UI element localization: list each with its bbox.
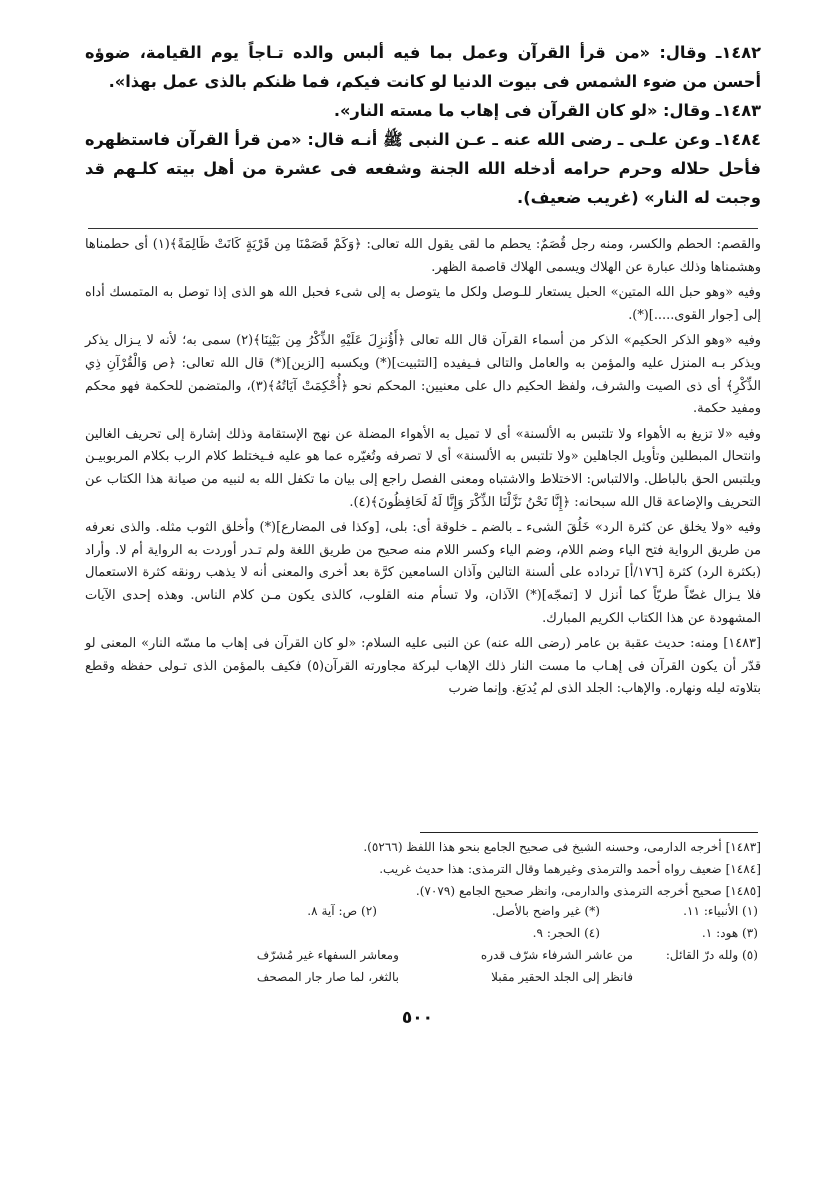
poem-verse-2-first: فانظر إلى الجلد الحقير مقبلا [491,970,633,984]
footnote-2: (٢) ص: آية ٨. [307,904,377,918]
poem-verse-1-first: من عاشر الشرفاء شرّف قدره [480,948,633,962]
commentary-paragraph: [١٤٨٣] ومنه: حديث عقبة بن عامر (رضى الله عنه) عن النبى عليه السلام: «لو كان القرآن فى إهاب ما مسّه النار» المعنى لو قدّر أن يكون القرآن فى إهـاب ما مست النار ذلك الإهاب لبركة مجاورته القرآن(٥) فكيف بالمؤمن الذى تـولى حفظه وقطع بتلاوته ليله ونهاره. والإهاب: الجلد الذى لم يُدبَغ. وإنما ضرب [85,636,761,697]
footnote-divider [420,832,758,833]
takhrij-note: [١٤٨٥] صحيح أخرجه الترمذى والدارمى، وانظر صحيح الجامع (٧٠٧٩). [415,884,761,898]
poem-verse-1-second: ومعاشر السفهاء غير مُشرّف [256,948,399,962]
takhrij-notes [85,836,761,902]
poem-verse-2-second: بالثغر، لما صار جار المصحف [256,970,399,984]
takhrij-note: [١٤٨٤] ضعيف رواه أحمد والترمذى وغيرهما وقال الترمذى: هذا حديث غريب. [379,862,761,876]
commentary-paragraph: وفيه «ولا يخلق عن كثرة الرد» خَلُقَ الشىء ـ بالضم ـ خلوقة أى: بلى، [وكذا فى المضارع](*) وأخلق الثوب مثله. والذى نعرفه من طريق الرواية فتح الياء وضم اللام، وضم الياء وكسر اللام منه صحيح من طريق اللغة ولم تـدر أوردت به الرواية أم لا. وأراد (بكثرة الرد) كثرة [١٧٦/أ] ترداده على ألسنة التالين وآذان السامعين كرَّة بعد أخرى والمعنى أنه لا يذهب رونقه كثرة الاستعمال فلا يـزال غضّاً طريّاً كما أنزل لا [تمجّه](*) الآذان، ولا تسأم منه القلوب، كالذى يكون مـن كلام الناس. وهذه إحدى الآيات المشهودة عن هذا الكتاب الكريم المبارك. [85,520,761,626]
hadith-1483: ١٤٨٣ـ وقال: «لو كان القرآن فى إهاب ما مسته النار». [333,101,761,120]
commentary-paragraph: والقصم: الحطم والكسر، ومنه رجل قُصَمٌ: يحطم ما لقى يقول الله تعالى: ﴿وَكَمْ قَصَمْنَا مِن قَرْيَةٍ كَانَتْ ظَالِمَةً﴾(١) أى حطمناها وهشمناها وذلك عبارة عن الهلاك ويسمى الهلاك قاصمة الظهر. [85,237,761,275]
footnote-1: (١) الأنبياء: ١١. [683,904,758,918]
takhrij-note: [١٤٨٣] أخرجه الدارمى، وحسنه الشيخ فى صحيح الجامع بنحو هذا اللفظ (٥٢٦٦). [363,840,761,854]
section-divider [88,228,758,229]
commentary-section [85,234,761,704]
footnote-3: (٣) هود: ١. [701,926,758,940]
commentary-paragraph: وفيه «وهو الذكر الحكيم» الذكر من أسماء القرآن قال الله تعالى ﴿أَؤُنزِلَ عَلَيْهِ الذِّكْرُ مِن بَيْنِنَا﴾(٢) سمى به؛ لأنه لا يـزال يذكر ويذكر بـه المنزل عليه والمؤمن به والعامل والتالى فـيفيده [التثبيت](*) ويكسبه [الزين](*) قال الله تعالى: ﴿ص وَالْقُرْآنِ ذِي الذِّكْرِ﴾ أى ذى الصيت والشرف، ولفظ الحكيم دال على معنيين: المحكم نحو ﴿أُحْكِمَتْ آيَاتُهُ﴾(٣)، والمتضمن للحكمة فهو محكم ومفيد حكمة. [85,333,761,417]
hadith-1484: ١٤٨٤ـ وعن علـى ـ رضى الله عنه ـ عـن النبى ﷺ أنـه قال: «من قرأ القرآن فاستظهره فأحل حلاله وحرم حرامه أدخله الله الجنة وشفعه فى عشرة من أهل بيته كلـهم قد وجبت له النار» (غريب ضعيف). [85,130,761,207]
hadith-1482: ١٤٨٢ـ وقال: «من قرأ القرآن وعمل بما فيه ألبس والده تـاجاً يوم القيامة، ضوؤه أحسن من ضوء الشمس فى بيوت الدنيا لو كانت فيكم، فما ظنكم بالذى عمل بهذا». [85,43,761,91]
commentary-paragraph: وفيه «وهو حبل الله المتين» الحبل يستعار للـوصل ولكل ما يتوصل به إلى شىء فحبل الله هو الذى إذا توصل به المتمسك أداه إلى [جوار القوى.....](*). [85,285,761,323]
hadith-section [85,38,761,212]
footnote-star: (*) غير واضح بالأصل. [491,904,600,918]
footnote-5-intro: (٥) ولله درّ القائل: [665,948,758,962]
footnote-4: (٤) الحجر: ٩. [532,926,600,940]
commentary-paragraph: وفيه «لا تزيغ به الأهواء ولا تلتبس به الألسنة» أى لا تميل به الأهواء المضلة عن نهج الإستقامة وذلك إشارة إلى تحريف الغالين وانتحال المبطلين وتأويل الجاهلين «ولا تلتبس به الألسنة» أى لا تصرفه وتُغيّره عما هو عليه فـيختلط كلام الرب بكلام المربوبيـن ويلتبس الحق بالباطل. والالتباس: الاختلاط والاشتباه ومعنى الفصل راجع إلى بيان ما تكفل الله به لنبيه من صيانة هذا الكتاب عن التحريف والإضاعة قال الله سبحانه: ﴿إِنَّا نَحْنُ نَزَّلْنَا الذِّكْرَ وَإِنَّا لَهُ لَحَافِظُونَ﴾(٤). [85,426,761,510]
page-number: ٥٠٠ [401,1008,434,1028]
